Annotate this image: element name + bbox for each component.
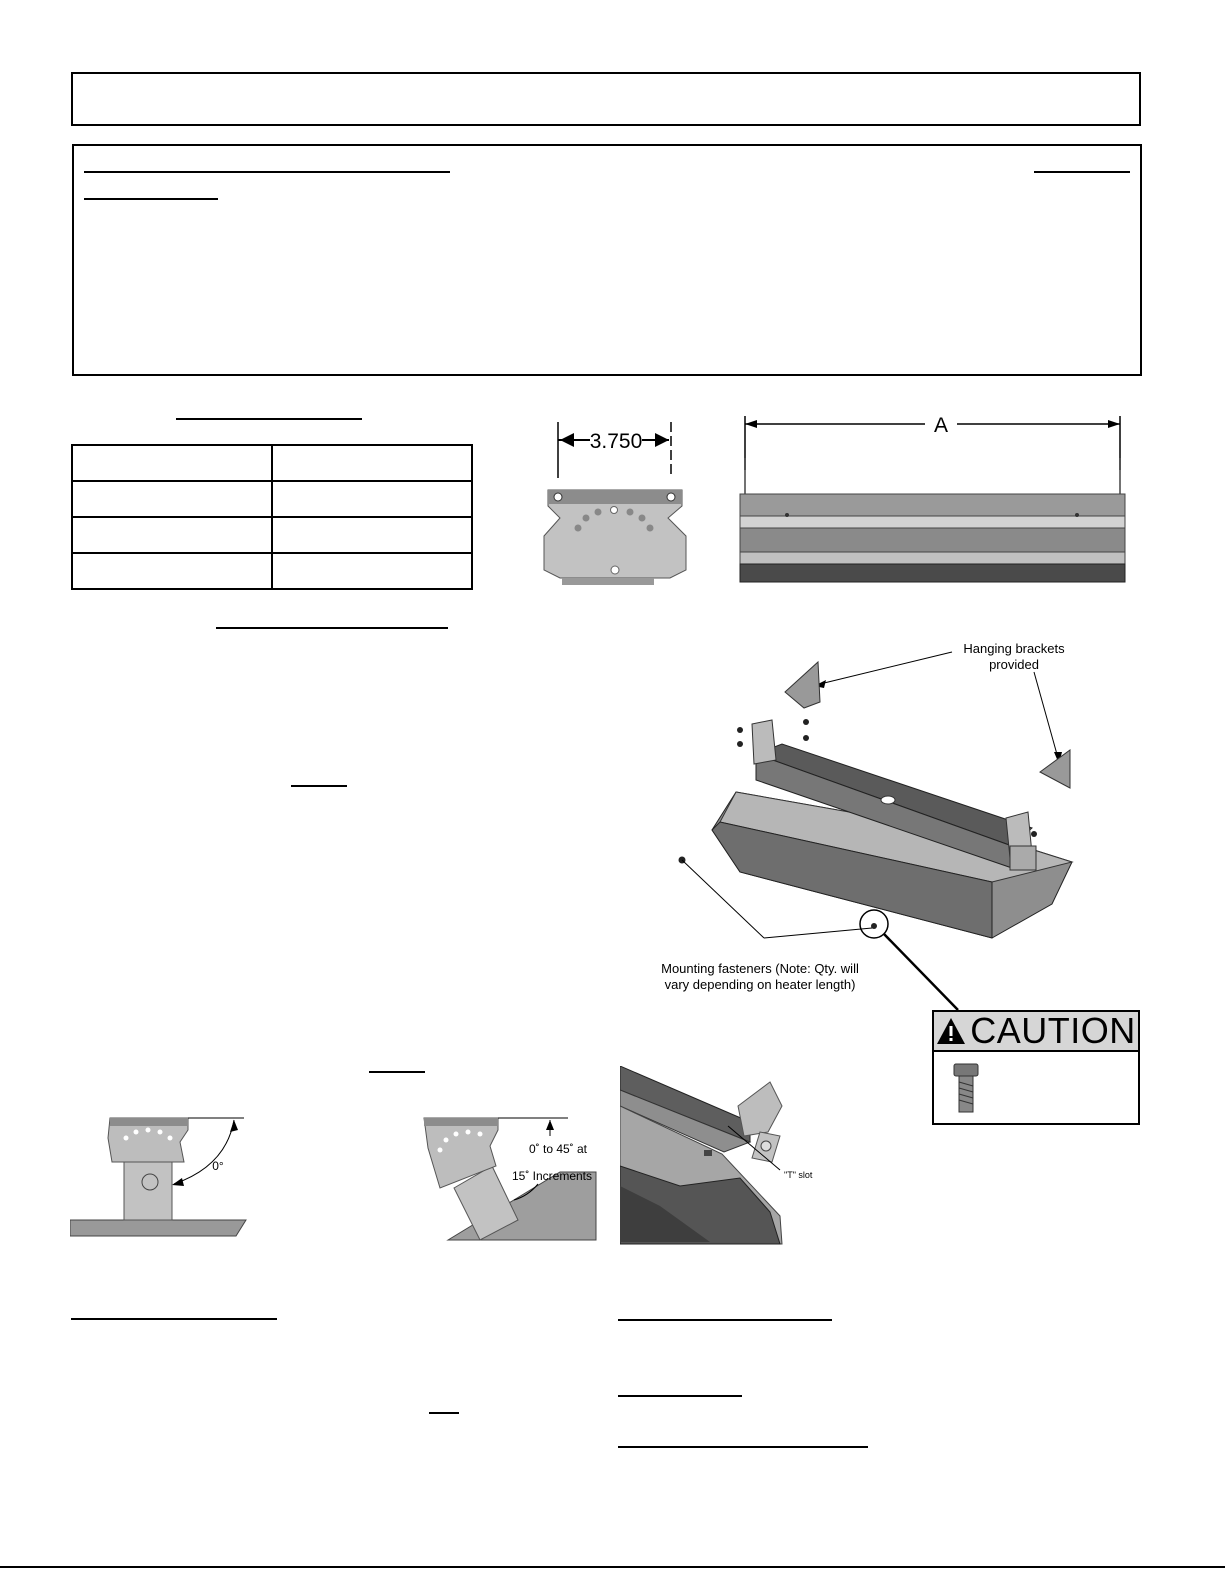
bracket-angle-range-view <box>410 1108 600 1243</box>
content-heading-underline <box>84 171 450 173</box>
caution-body <box>932 1050 1140 1125</box>
bracket-dimension-label: 3.750 <box>589 430 643 453</box>
warning-triangle-icon <box>936 1017 966 1045</box>
screw-icon <box>952 1062 980 1114</box>
dimension-table <box>71 444 473 590</box>
left-section-heading-underline <box>71 1318 277 1320</box>
left-note-underline <box>429 1412 459 1414</box>
table-row <box>72 445 472 481</box>
angle-range-label-2: 15˚ Increments <box>511 1169 593 1183</box>
t-slot-closeup <box>620 1066 820 1246</box>
t-slot-label: "T" slot <box>784 1170 813 1180</box>
table-row <box>72 553 472 589</box>
angle-range-label-1: 0˚ to 45˚ at <box>528 1142 588 1156</box>
table-row <box>72 517 472 553</box>
bracket-front-view <box>530 418 705 593</box>
heater-assembly-view <box>640 632 1095 1012</box>
angle-zero-label: 0° <box>212 1159 224 1173</box>
hanging-brackets-label-2: provided <box>989 657 1039 672</box>
right-section-heading-underline-1 <box>618 1319 832 1321</box>
header-box <box>71 72 1141 126</box>
content-box <box>72 144 1142 376</box>
instructions-heading-underline <box>216 627 448 629</box>
caution-title: CAUTION <box>970 1010 1136 1051</box>
note-underline-1 <box>291 785 347 787</box>
table-row <box>72 481 472 517</box>
table-heading-underline <box>176 418 362 420</box>
caution-header <box>932 1010 1140 1052</box>
mounting-fasteners-label-1: Mounting fasteners (Note: Qty. will <box>661 961 859 976</box>
hanging-brackets-label-1: Hanging brackets <box>963 641 1065 656</box>
heater-side-view <box>735 410 1135 590</box>
right-section-heading-underline-2 <box>618 1395 742 1397</box>
content-heading-underline-right <box>1034 171 1130 173</box>
bracket-angle-zero-view <box>70 1108 255 1238</box>
mounting-fasteners-label-2: vary depending on heater length) <box>664 977 856 992</box>
right-section-heading-underline-3 <box>618 1446 868 1448</box>
note-underline-2 <box>369 1071 425 1073</box>
page-bottom-rule <box>0 1566 1225 1568</box>
content-heading-underline-2 <box>84 198 218 200</box>
heater-dimension-label: A <box>933 414 949 437</box>
